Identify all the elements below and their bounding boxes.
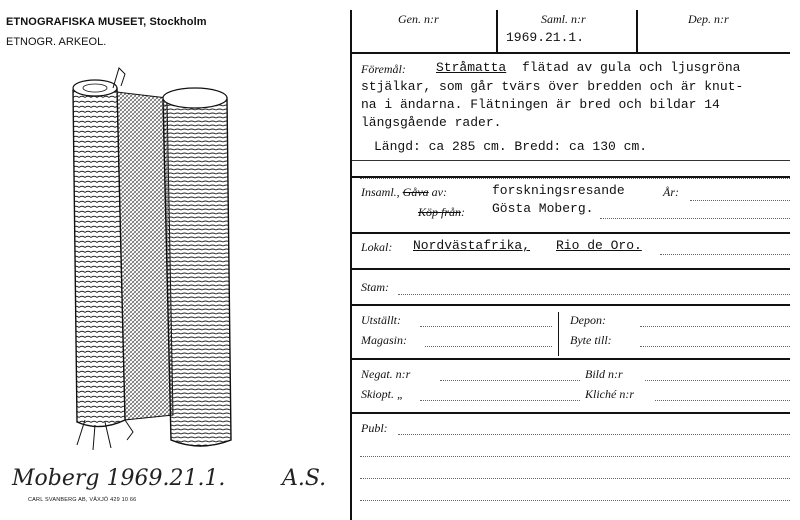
handwritten-collector-number: Moberg 1969.21.1.	[12, 466, 226, 491]
insaml-value-line1: forskningsresande	[492, 183, 625, 198]
lokal-place1	[413, 238, 530, 253]
insaml-label	[361, 185, 447, 200]
publ-dotted-line-4	[360, 500, 790, 501]
gava-struck: Gåva	[402, 185, 429, 199]
insaml-value-line2: Gösta Moberg.	[492, 201, 594, 216]
foremal-dotted-line	[360, 178, 790, 179]
publ-top-rule	[350, 412, 790, 414]
saml-nr-value: 1969.21.1.	[506, 30, 585, 45]
kop-label	[418, 205, 465, 220]
insaml-av: av:	[431, 185, 447, 199]
handwritten-initials: A.S.	[282, 466, 327, 491]
museum-name: ETNOGRAFISKA MUSEET, Stockholm	[6, 16, 207, 28]
magasin-dotted-line	[425, 346, 552, 347]
stam-label: Stam:	[361, 280, 389, 294]
header-divider-1	[496, 10, 498, 54]
rolled-straw-mat-illustration	[55, 60, 255, 480]
header-divider-2	[636, 10, 638, 54]
lokal-top-rule	[350, 232, 790, 234]
stam-dotted-line	[398, 294, 790, 295]
gen-nr-label: Gen. n:r	[398, 12, 439, 26]
foremal-name	[436, 60, 506, 75]
printer-imprint: CARL SVANBERG AB, VÄXJÖ 429 10 66	[28, 497, 137, 503]
utstallt-divider	[558, 312, 559, 356]
byte-till-dotted-line	[640, 346, 790, 347]
foremal-line3: na i ändarna. Flätningen är bred och bildar 14	[361, 97, 720, 112]
skiopt-label: Skiopt. „	[361, 387, 404, 401]
foremal-line1: flätad av gula och ljusgröna	[522, 60, 741, 75]
publ-label: Publ:	[361, 421, 388, 435]
skiopt-dotted-line	[420, 400, 580, 401]
ar-dotted-line	[690, 200, 790, 201]
lokal-label: Lokal:	[361, 240, 393, 254]
insaml-prefix: Insaml.,	[361, 185, 400, 199]
museum-department: ETNOGR. ARKEOL.	[6, 36, 107, 48]
utstallt-top-rule	[350, 304, 790, 306]
foremal-name-text: Stråmatta	[436, 60, 507, 75]
foremal-rule	[352, 160, 790, 161]
kop-struck: Köp från	[418, 205, 462, 219]
bild-dotted-line	[645, 380, 790, 381]
insaml-dotted-line	[600, 218, 790, 219]
publ-dotted-line-3	[360, 478, 790, 479]
lokal-place1-text: Nordvästafrika,	[413, 238, 531, 253]
bild-label: Bild n:r	[585, 367, 623, 381]
publ-dotted-line-2	[360, 456, 790, 457]
magasin-label: Magasin:	[361, 333, 407, 347]
kliche-dotted-line	[655, 400, 790, 401]
insaml-top-rule	[350, 176, 790, 178]
kliche-label: Kliché n:r	[585, 387, 634, 401]
stam-top-rule	[350, 268, 790, 270]
saml-nr-label: Saml. n:r	[541, 12, 586, 26]
byte-till-label: Byte till:	[570, 333, 612, 347]
negat-dotted-line	[440, 380, 580, 381]
publ-dotted-line-1	[398, 434, 790, 435]
foremal-line2: stjälkar, som går tvärs över bredden och är knut-	[361, 79, 744, 94]
foremal-label: Föremål:	[361, 62, 406, 76]
kop-colon: :	[461, 205, 466, 219]
form-left-border	[350, 10, 352, 520]
depon-label: Depon:	[570, 313, 606, 327]
depon-dotted-line	[640, 326, 790, 327]
dep-nr-label: Dep. n:r	[688, 12, 729, 26]
ar-label: År:	[663, 185, 679, 199]
header-bottom-rule	[350, 52, 790, 54]
negat-label: Negat. n:r	[361, 367, 411, 381]
foremal-line4: längsgående rader.	[361, 115, 502, 130]
lokal-place2	[556, 238, 642, 253]
utstallt-dotted-line	[420, 326, 552, 327]
lokal-dotted-line	[660, 254, 790, 255]
lokal-place2-text: Rio de Oro.	[556, 238, 642, 253]
negat-top-rule	[350, 358, 790, 360]
utstallt-label: Utställt:	[361, 313, 402, 327]
foremal-dimensions: Längd: ca 285 cm. Bredd: ca 130 cm.	[374, 139, 648, 154]
